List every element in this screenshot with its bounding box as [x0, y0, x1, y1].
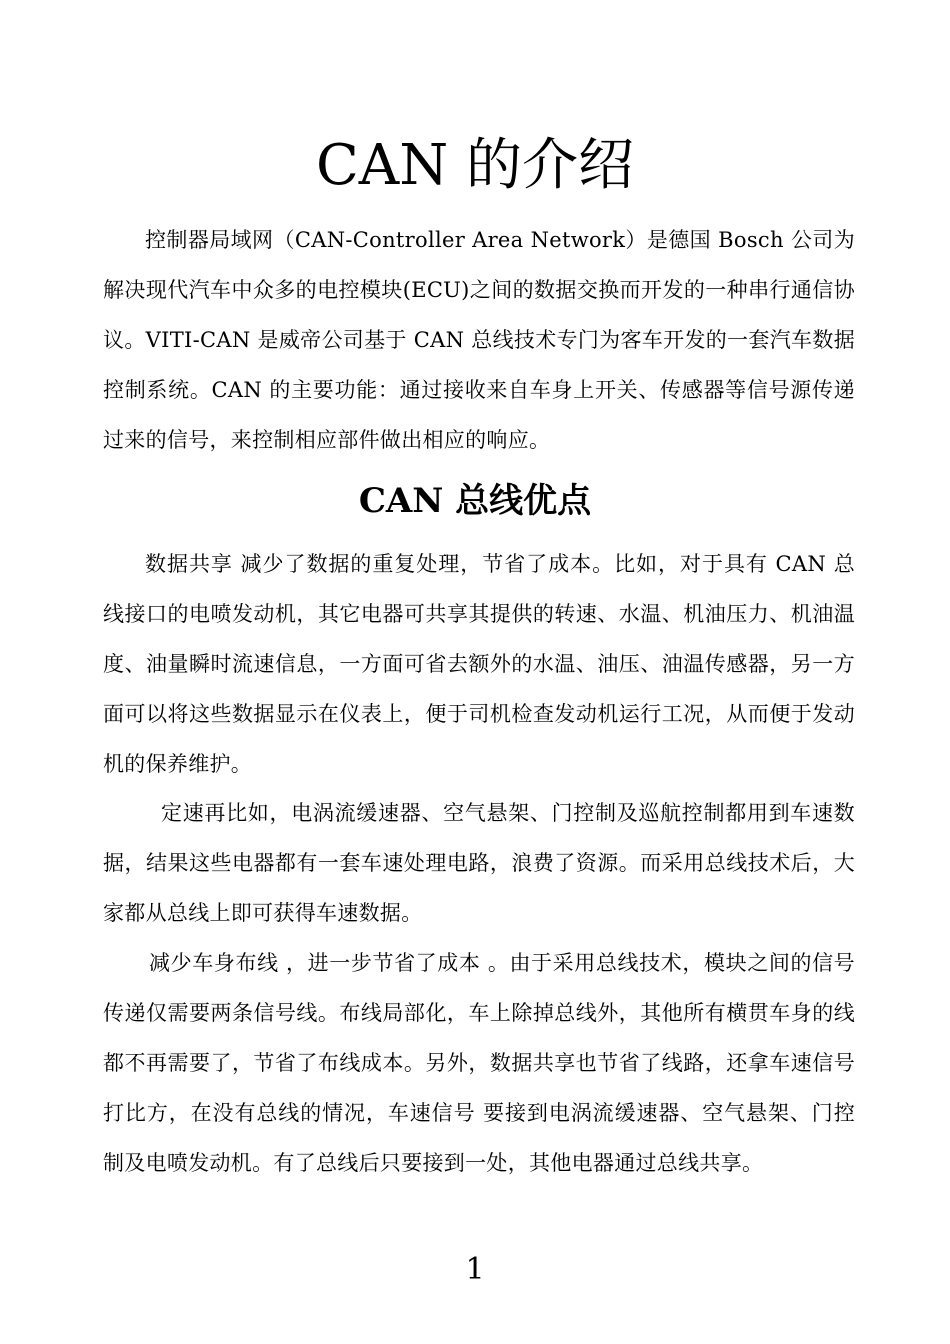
- intro-paragraph: 控制器局域网（CAN-Controller Area Network）是德国 Bosch 公司为解决现代汽车中众多的电控模块(ECU)之间的数据交换而开发的一种串行通信协议。VITI-CAN 是威帝公司基于 CAN 总线技术专门为客车开发的一套汽车数据控制系统。CAN 的主要功能：通过接收来自车身上开关、传感器等信号源传递过来的信号，来控制相应部件做出相应的响应。: [103, 228, 855, 452]
- page-number: 1: [465, 1252, 485, 1287]
- paragraph-data-sharing: 数据共享 减少了数据的重复处理，节省了成本。比如，对于具有 CAN 总线接口的电喷发动机，其它电器可共享其提供的转速、水温、机油压力、机油温度、油量瞬时流速信息，一方面可省去额外的水温、油压、油温传感器，另一方面可以将这些数据显示在仪表上，便于司机检查发动机运行工况，从而便于发动机的保养维护。: [103, 552, 855, 776]
- document-title: CAN 的介绍: [315, 133, 635, 198]
- paragraph-reduce-wiring: 减少车身布线 ，进一步节省了成本 。由于采用总线技术，模块之间的信号传递仅需要两条信号线。布线局部化，车上除掉总线外，其他所有横贯车身的线都不再需要了，节省了布线成本。另外，数据共享也节省了线路，还拿车速信号打比方，在没有总线的情况，车速信号 要接到电涡流缓速器、空气悬架、门控制及电喷发动机。有了总线后只要接到一处，其他电器通过总线共享。: [103, 951, 855, 1175]
- paragraph-speed-data: 定速再比如，电涡流缓速器、空气悬架、门控制及巡航控制都用到车速数据，结果这些电器都有一套车速处理电路，浪费了资源。而采用总线技术后，大家都从总线上即可获得车速数据。: [103, 801, 855, 925]
- section-heading: CAN 总线优点: [358, 481, 592, 521]
